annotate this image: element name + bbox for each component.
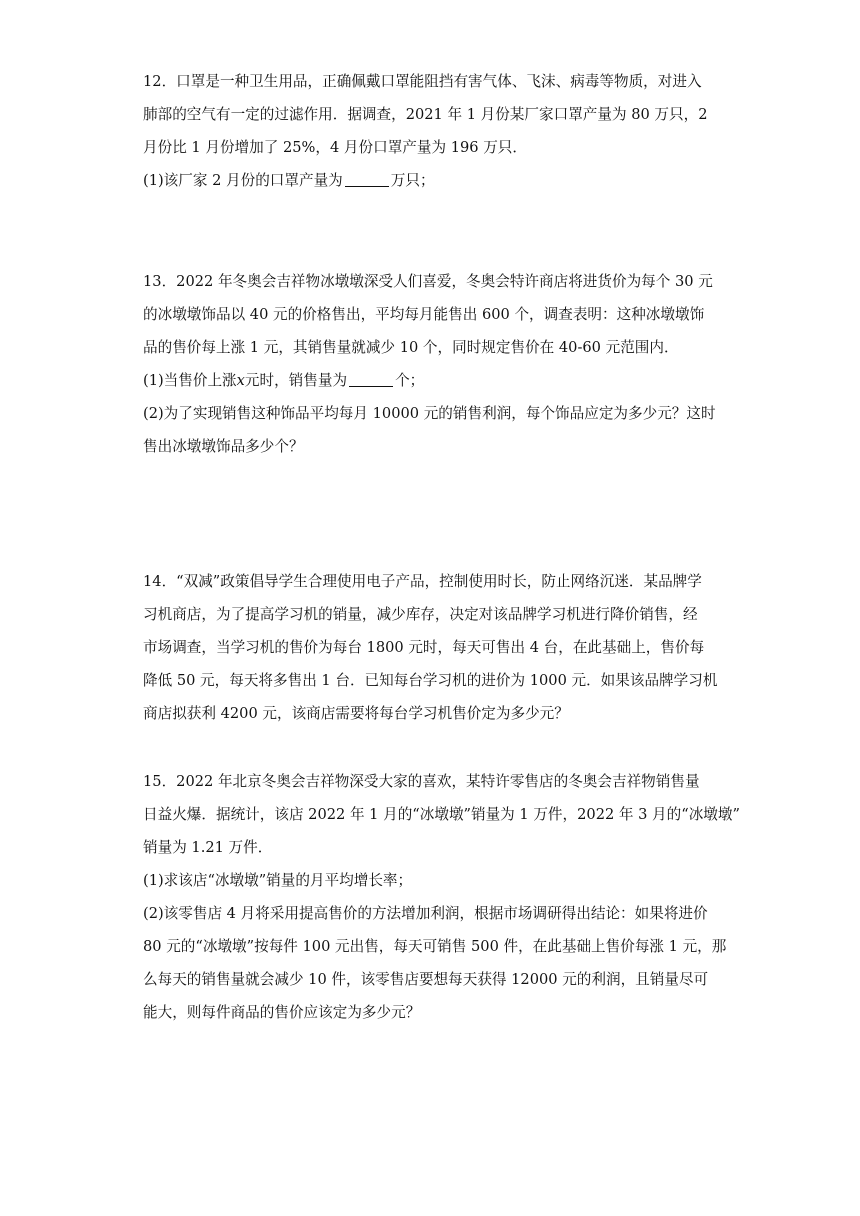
problem-text-line: 肺部的空气有一定的过滤作用．据调查，2021 年 1 月份某厂家口罩产量为 80 万只，2 [143, 106, 708, 123]
question-1 [143, 164, 723, 197]
problem-text-line: 降低 50 元，每天将多售出 1 台．已知每台学习机的进价为 1000 元．如果该品牌学习机 [143, 672, 718, 689]
problem-14 [143, 565, 723, 730]
question-2-line: 么每天的销售量就会减少 10 件，该零售店要想每天获得 12000 元的利润，且销量尽可 [143, 971, 709, 988]
problem-text-line: 品的售价每上涨 1 元，其销售量就减少 10 个，同时规定售价在 40-60 元范围内． [143, 339, 679, 356]
variable-x: x [236, 372, 245, 389]
problem-text-line: 的冰墩墩饰品以 40 元的价格售出，平均每月能售出 600 个，调查表明：这种冰墩墩饰 [143, 306, 705, 323]
problem-text-line: 14．“双减”政策倡导学生合理使用电子产品，控制使用时长，防止网络沉迷．某品牌学 [143, 573, 702, 590]
question-1 [143, 364, 723, 397]
problem-text-line: 12．口罩是一种卫生用品，正确佩戴口罩能阻挡有害气体、飞沫、病毒等物质，对进入 [143, 73, 702, 90]
problem-text-line: 13．2022 年冬奥会吉祥物冰墩墩深受人们喜爱，冬奥会特许商店将进货价为每个 30 元 [143, 273, 713, 290]
problem-text-line: 15．2022 年北京冬奥会吉祥物深受大家的喜欢，某特许零售店的冬奥会吉祥物销售量 [143, 773, 700, 790]
answer-blank [345, 171, 389, 187]
problem-text-line: 市场调查，当学习机的售价为每台 1800 元时，每天可售出 4 台，在此基础上，售价每 [143, 639, 705, 656]
problem-text-line: 习机商店，为了提高学习机的销量，减少库存，决定对该品牌学习机进行降价销售，经 [143, 606, 698, 623]
question-2-line: 能大，则每件商品的售价应该定为多少元？ [143, 1004, 421, 1021]
question-2-line: (2)该零售店 4 月将采用提高售价的方法增加利润，根据市场调研得出结论：如果将进价 [143, 905, 708, 922]
question-text: (1)该厂家 2 月份的口罩产量为 [143, 172, 343, 189]
question-2-line: (2)为了实现销售这种饰品平均每月 10000 元的销售利润，每个饰品应定为多少元？这时 [143, 405, 716, 422]
problem-text-line: 销量为 1.21 万件． [143, 839, 273, 856]
problem-text-line: 日益火爆．据统计，该店 2022 年 1 月的“冰墩墩”销量为 1 万件，2022 年 3 月的“冰墩墩” [143, 806, 740, 823]
problem-12 [143, 65, 723, 197]
problem-13 [143, 265, 723, 463]
question-2-line: 80 元的“冰墩墩”按每件 100 元出售，每天可销售 500 件，在此基础上售价每涨 1 元，那 [143, 938, 727, 955]
question-text: 元时，销售量为 [244, 372, 348, 389]
problem-text-line: 商店拟获利 4200 元，该商店需要将每台学习机售价定为多少元？ [143, 705, 569, 722]
question-text: 万只； [390, 172, 435, 189]
problem-15 [143, 765, 740, 1029]
question-1: (1)求该店“冰墩墩”销量的月平均增长率； [143, 872, 413, 889]
question-text: (1)当售价上涨 [143, 372, 237, 389]
question-2-line: 售出冰墩墩饰品多少个？ [143, 438, 304, 455]
answer-blank [349, 371, 393, 387]
problem-text-line: 月份比 1 月份增加了 25%，4 月份口罩产量为 196 万只． [143, 139, 527, 156]
question-text: 个； [395, 372, 425, 389]
